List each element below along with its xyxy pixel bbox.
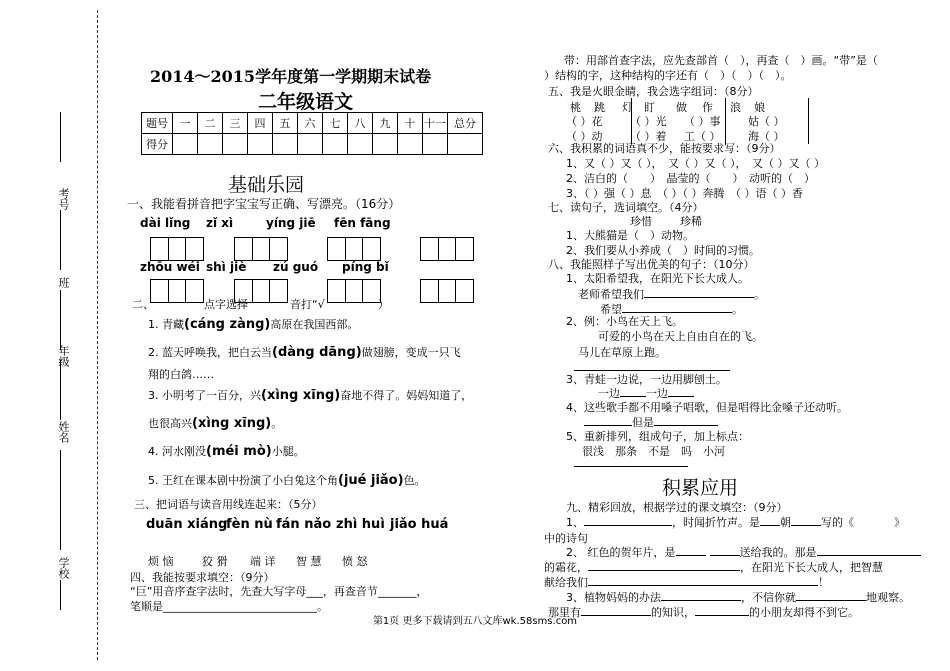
- score-input-cell[interactable]: [198, 134, 223, 155]
- q8-example-4: 4、这些歌手都不用嗓子唱歌，但是唱得比金嗓子还动听。: [566, 401, 848, 414]
- score-input-cell[interactable]: [398, 134, 423, 155]
- score-input-cell[interactable]: [298, 134, 323, 155]
- question-5: 五、我是火眼金睛，我会选字组词：（8分）: [548, 85, 759, 98]
- q6-row[interactable]: 1、又（ ）又（ ）， 又（ ）又（ ）， 又（ ）又（ ）: [566, 157, 825, 170]
- section-heading-basics: 基础乐园: [228, 174, 305, 196]
- question-7: 七、读句子，选词填空。（4分）: [548, 201, 704, 214]
- q5-char: 盯: [644, 101, 655, 114]
- q3-pinyin[interactable]: duān xiáng: [146, 517, 228, 532]
- q9-line-1[interactable]: 1、 ，时闻折竹声。是 朝 写的《 》: [566, 516, 905, 529]
- q3-pinyin[interactable]: fán nǎo: [276, 517, 332, 532]
- score-input-cell[interactable]: [223, 134, 248, 155]
- q5-char: 浪: [730, 101, 741, 114]
- score-input-cell[interactable]: [323, 134, 348, 155]
- score-input-cell[interactable]: [448, 134, 483, 155]
- q5-blank[interactable]: （ ）花: [566, 115, 603, 128]
- pinyin-4: fēn fāng: [334, 216, 391, 230]
- kaohao-line: [60, 112, 61, 162]
- q6-row[interactable]: 3、（ ）强（ ）息 （ ）（ ）奔腾 （ ）语（ ）香: [566, 187, 803, 200]
- q9-line-3b[interactable]: 那里有 的知识， 的小朋友却得不到它。: [548, 606, 859, 619]
- score-cell: 总分: [448, 113, 483, 134]
- q2-item: 1. 青藏(cáng zàng)高原在我国西部。: [148, 317, 359, 332]
- ban-line: [60, 210, 61, 270]
- q5-blank[interactable]: 工（ ）: [684, 130, 721, 143]
- pinyin-choice[interactable]: (jué jiǎo): [338, 473, 404, 488]
- score-cell: 题号: [142, 113, 173, 134]
- q5-blank[interactable]: （ ）着: [630, 130, 667, 143]
- question-8: 八、我能照样子写出优美的句子：（10分）: [548, 258, 755, 271]
- q5-blank[interactable]: 姑（ ）: [748, 115, 785, 128]
- q5-char: 桃: [570, 101, 581, 114]
- pinyin-3: yíng jiē: [266, 216, 316, 230]
- writing-box[interactable]: [234, 237, 288, 261]
- q9-line-3[interactable]: 3、植物妈妈的办法 ，不信你就 地观察。: [566, 591, 910, 604]
- q7-word: 珍稀: [680, 215, 702, 228]
- q8-fill-1a[interactable]: 老师希望我们 。: [578, 288, 765, 301]
- q7-item[interactable]: 2、我们要从小养成（ ）时间的习惯。: [566, 244, 760, 257]
- q3-word[interactable]: 智 慧: [296, 555, 322, 568]
- pinyin-choice[interactable]: (méi mò): [206, 444, 272, 459]
- binding-dashed-line: [97, 10, 98, 660]
- q4-line-2[interactable]: 笔顺是____________________________。: [130, 600, 328, 613]
- section-heading-application: 积累应用: [662, 477, 739, 499]
- pinyin-choice[interactable]: (xìng xīng): [261, 388, 341, 403]
- q3-word[interactable]: 狡 猾: [202, 555, 228, 568]
- score-row: [142, 134, 483, 155]
- score-input-cell[interactable]: [273, 134, 298, 155]
- score-input-cell[interactable]: [348, 134, 373, 155]
- q8-example-2: 2、例：小鸟在天上飞。: [566, 315, 683, 328]
- q7-word: 珍惜: [630, 215, 652, 228]
- q5-char: 作: [702, 101, 713, 114]
- q2-item: 5. 王红在课本剧中扮演了小白兔这个角(jué jiǎo)色。: [148, 473, 426, 488]
- exam-title: 2014～2015学年度第一学期期末试卷: [150, 67, 432, 86]
- pinyin-1: dài lǐng: [140, 216, 191, 230]
- q5-divider: [808, 98, 809, 144]
- score-input-cell[interactable]: [423, 134, 448, 155]
- dai-line-2: ）结构的字，这种结构的字还有（ ）（ ）（ ）。: [544, 69, 792, 82]
- q7-item[interactable]: 1、大熊猫是（ ）动物。: [566, 229, 694, 242]
- dai-line-1: 带：用部首查字法，应先查部首（ ），再查（ ）画。“带”是（: [564, 54, 878, 67]
- q5-char: 跳: [594, 101, 605, 114]
- q3-word[interactable]: 端 详: [250, 555, 276, 568]
- pinyin-choice[interactable]: (cáng zàng): [184, 317, 271, 332]
- question-9: 九、精彩回放，根据学过的课文填空：（9分）: [566, 501, 788, 514]
- q2-item: 2. 蓝天呼唤我，把白云当(dàng dāng)做翅膀，变成一只飞: [148, 345, 461, 360]
- kaohao-label: 考号: [57, 188, 70, 210]
- score-header-row: [142, 113, 483, 134]
- q3-pinyin[interactable]: zhì huì: [336, 517, 385, 532]
- xingming-line: [60, 450, 61, 550]
- score-cell: 五: [273, 113, 298, 134]
- q5-blank[interactable]: 海（ ）: [748, 130, 785, 143]
- q5-char: 做: [676, 101, 687, 114]
- q9-line-2c[interactable]: 献给我们 ！: [544, 576, 829, 589]
- q2-item: 翔的白鸽……: [148, 368, 214, 381]
- score-cell: 十一: [423, 113, 448, 134]
- q2-item: 4. 河水刚没(méi mò)小腿。: [148, 444, 305, 459]
- pinyin-6: shì jiè: [206, 260, 247, 274]
- question-6: 六、我积累的词语真不少，能按要求写：（9分）: [548, 142, 781, 155]
- q3-word[interactable]: 愤 怒: [342, 555, 368, 568]
- score-cell: 四: [248, 113, 273, 134]
- question-3: 三、把词语与读音用线连起来：（5分）: [134, 498, 323, 511]
- q8-fill-4[interactable]: 但是: [584, 414, 718, 430]
- q8-example-5: 5、重新排列，组成句子，加上标点：: [566, 430, 749, 443]
- q2-item: 3. 小明考了一百分，兴(xìng xīng)奋地不得了。妈妈知道了，: [148, 388, 473, 403]
- q6-row[interactable]: 2、洁白的（ ） 晶莹的（ ） 动听的（ ）: [566, 172, 815, 185]
- q8-example-3: 3、青蛙一边说，一边用脚刨土。: [566, 373, 727, 386]
- score-cell: 三: [223, 113, 248, 134]
- writing-box[interactable]: [150, 279, 204, 303]
- q8-answer-line[interactable]: [574, 466, 688, 467]
- pinyin-choice[interactable]: (xìng xīng): [192, 416, 272, 431]
- q9-line-2[interactable]: 2、 红色的贺年片，是 送给我的。那是: [566, 544, 921, 560]
- xuexiao-line: [60, 580, 61, 610]
- pinyin-choice[interactable]: (dàng dāng): [272, 345, 362, 360]
- score-cell: 六: [298, 113, 323, 134]
- score-cell: 七: [323, 113, 348, 134]
- writing-box[interactable]: [327, 237, 381, 261]
- q8-fill-3[interactable]: 一边 一边: [598, 385, 694, 401]
- q8-example-2-sample: 可爱的小鸟在天上自由自在的飞。: [598, 330, 763, 343]
- question-2-fragment: 点字选择: [204, 298, 248, 311]
- q4-line-1[interactable]: “巨”用音序查字法时，先查大写字母___，再查音节_______，: [130, 585, 428, 598]
- score-input-cell[interactable]: [248, 134, 273, 155]
- q8-example-2-prompt: 马儿在草原上跑。: [578, 346, 666, 359]
- q3-word[interactable]: 烦 恼: [148, 555, 174, 568]
- xingming-line-top: [60, 360, 61, 420]
- pinyin-7: zú guó: [273, 260, 319, 274]
- page-footer: 第1页 更多下载请到五八文库wk.58sms.com: [372, 616, 578, 627]
- score-row-label: 得分: [142, 134, 173, 155]
- xuexiao-label: 学校: [57, 557, 70, 579]
- xingming-label: 姓名: [57, 421, 70, 443]
- writing-box[interactable]: [420, 279, 474, 303]
- q5-char: 娘: [754, 101, 765, 114]
- q5-char: 灯: [622, 101, 633, 114]
- q8-fill-1b[interactable]: 希望 。: [600, 303, 743, 316]
- pinyin-2: zǐ xì: [206, 216, 234, 230]
- score-cell: 十: [398, 113, 423, 134]
- writing-box[interactable]: [327, 279, 381, 303]
- writing-box[interactable]: [150, 237, 204, 261]
- score-cell: 二: [198, 113, 223, 134]
- nianji-line: [60, 290, 61, 350]
- q8-example-1: 1、太阳希望我，在阳光下长大成人。: [566, 272, 749, 285]
- question-4: 四、我能按要求填空：（9分）: [130, 571, 275, 584]
- q9-line-2b[interactable]: 的霜花， ，在阳光下长大成人，把智慧: [544, 561, 883, 574]
- q3-pinyin[interactable]: jiǎo huá: [390, 517, 449, 532]
- ban-label: 班: [57, 277, 70, 288]
- nianji-label: 年级: [57, 345, 70, 367]
- score-table: [141, 112, 483, 155]
- score-cell: 八: [348, 113, 373, 134]
- q3-pinyin[interactable]: fèn nù: [226, 517, 273, 532]
- q9-line-1-end: 中的诗句: [544, 532, 588, 545]
- q5-blank[interactable]: （ ）事: [684, 115, 721, 128]
- question-2-number: 二、: [132, 298, 154, 311]
- q8-words-5: 很浅 那条 不是 吗 小河: [582, 445, 725, 458]
- exam-subtitle: 二年级语文: [258, 91, 354, 113]
- writing-box[interactable]: [420, 237, 474, 261]
- question-1: 一、我能看拼音把字宝宝写正确、写漂亮。（16分）: [127, 197, 401, 211]
- score-input-cell[interactable]: [373, 134, 398, 155]
- pinyin-5: zhōu wéi: [140, 260, 200, 274]
- score-cell: 九: [373, 113, 398, 134]
- question-2-fragment: 音打“√: [290, 298, 325, 311]
- q2-item: 也很高兴(xìng xīng)。: [148, 416, 283, 431]
- q5-divider: [725, 98, 726, 144]
- q5-blank[interactable]: （ ）动: [566, 130, 603, 143]
- q5-blank[interactable]: （ ）光: [630, 115, 667, 128]
- pinyin-8: píng bǐ: [342, 260, 389, 274]
- score-input-cell[interactable]: [173, 134, 198, 155]
- question-2-fragment: ）: [378, 298, 389, 311]
- score-cell: 一: [173, 113, 198, 134]
